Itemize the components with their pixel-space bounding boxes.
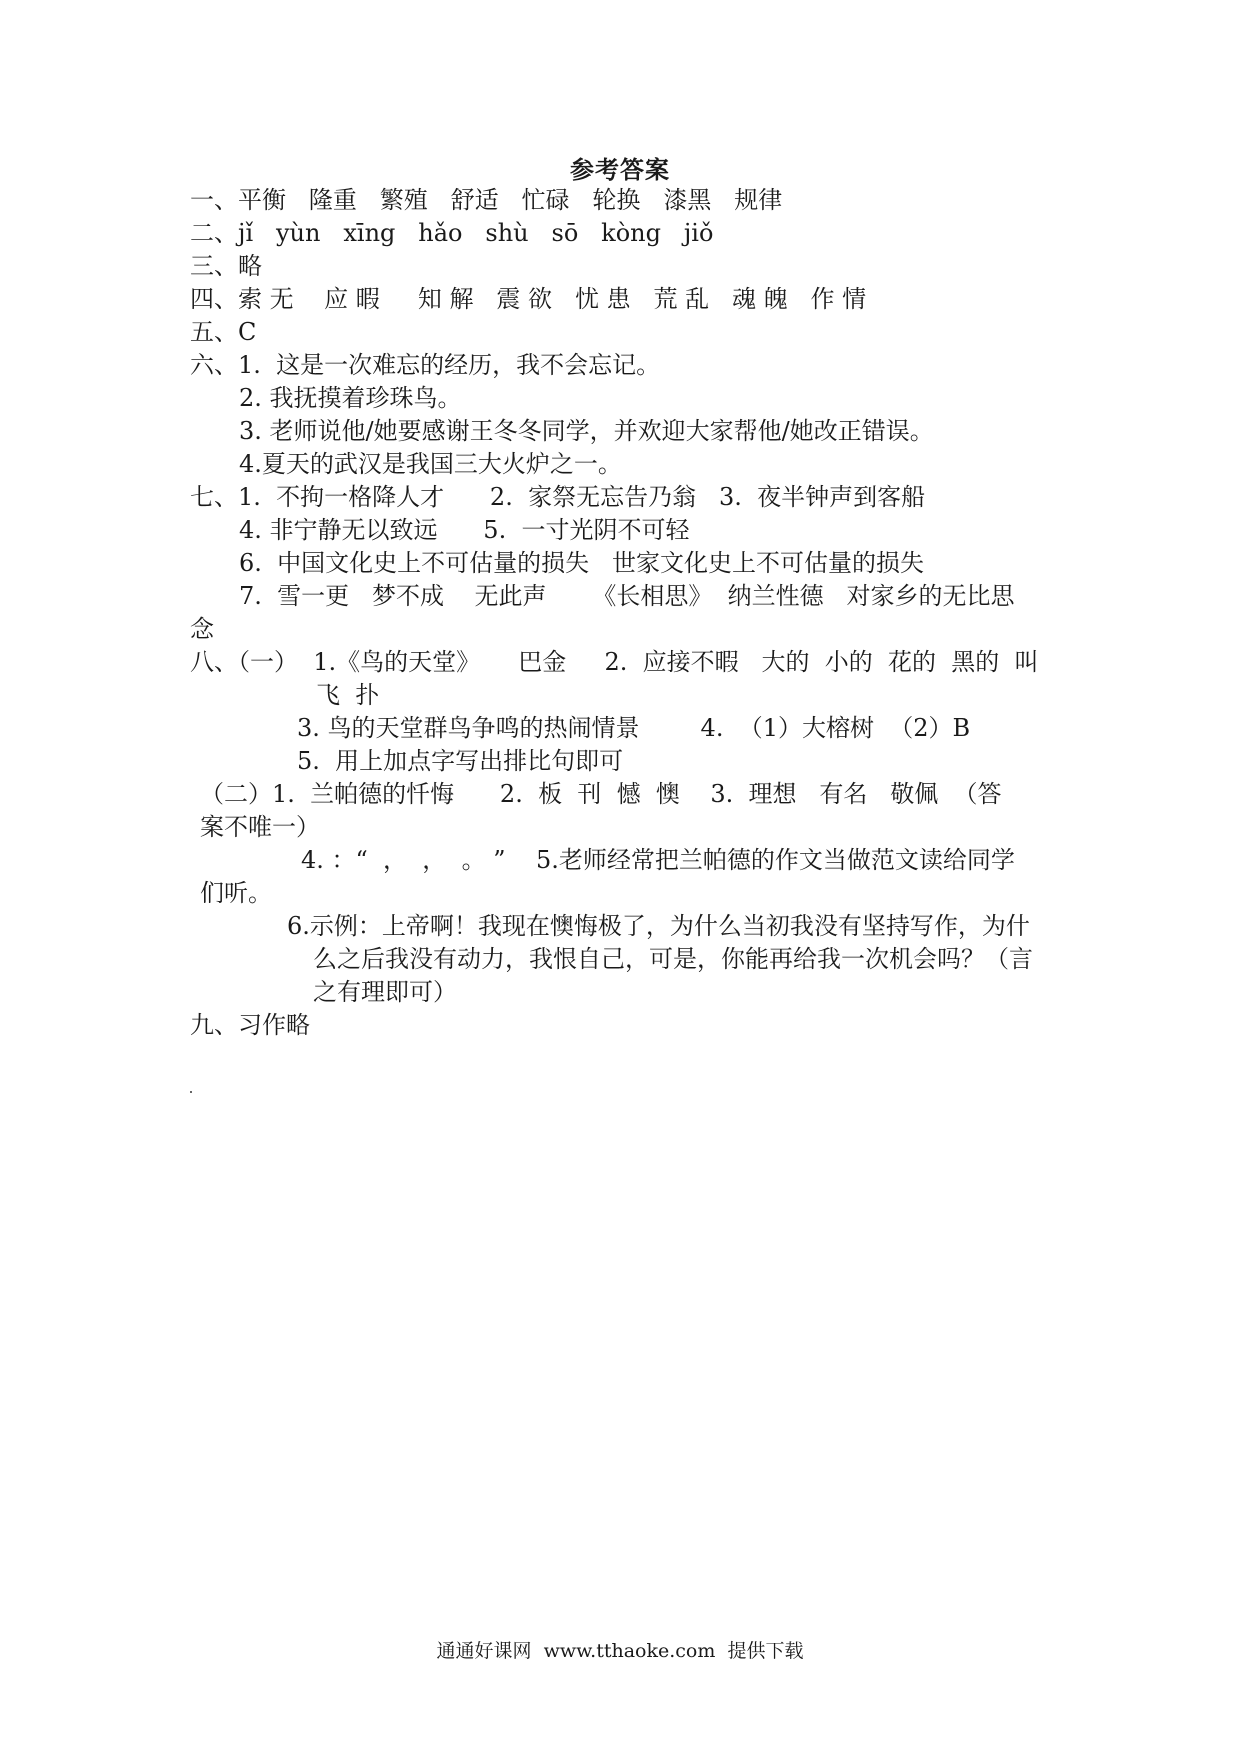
answer-line-19: （二）1. 兰帕德的忏悔 2. 板 刊 憾 懊 3. 理想 有名 敬佩 （答: [200, 780, 1002, 808]
answer-line-26: 九、习作略: [190, 1011, 310, 1039]
answer-line-13: 7. 雪一更 梦不成 无此声 《长相思》 纳兰性德 对家乡的无比思: [239, 582, 1015, 610]
answer-line-23: 6.示例：上帝啊！我现在懊悔极了，为什么当初我没有坚持写作，为什: [287, 912, 1030, 940]
answer-line-22: 们听。: [200, 879, 272, 907]
answer-line-1: 一、平衡 隆重 繁殖 舒适 忙碌 轮换 漆黑 规律: [190, 186, 783, 214]
answer-line-11: 4. 非宁静无以致远 5. 一寸光阴不可轻: [239, 516, 690, 544]
answer-line-9: 4.夏天的武汉是我国三大火炉之一。: [239, 450, 622, 478]
page-title: 参考答案: [570, 155, 670, 184]
answer-line-25: 之有理即可）: [313, 978, 457, 1006]
answer-line-6: 六、1. 这是一次难忘的经历，我不会忘记。: [190, 351, 661, 379]
answer-line-17: 3. 鸟的天堂群鸟争鸣的热闹情景 4. （1）大榕树 （2）B: [297, 714, 971, 742]
answer-line-7: 2. 我抚摸着珍珠鸟。: [239, 384, 462, 412]
answer-line-5: 五、C: [190, 318, 257, 346]
answer-line-14: 念: [190, 615, 214, 643]
answer-line-24: 么之后我没有动力，我恨自己，可是，你能再给我一次机会吗？（言: [313, 945, 1033, 973]
answer-line-2: 二、jǐ yùn xīng hǎo shù sō kòng jiǒ: [190, 219, 714, 247]
answer-line-3: 三、略: [190, 252, 262, 280]
answer-line-21: 4. ：“ ， ， 。 ” 5.老师经常把兰帕德的作文当做范文读给同学: [301, 846, 1015, 874]
answer-line-18: 5. 用上加点字写出排比句即可: [297, 747, 624, 775]
answer-line-15: 八、（一） 1.《鸟的天堂》 巴金 2. 应接不暇 大的 小的 花的 黑的 叫: [190, 648, 1039, 676]
scan-speck: [190, 1091, 192, 1093]
answer-line-20: 案不唯一）: [200, 813, 320, 841]
page-footer: 通通好课网 www.tthaoke.com 提供下载: [436, 1640, 804, 1662]
answer-line-10: 七、1. 不拘一格降人才 2. 家祭无忘告乃翁 3. 夜半钟声到客船: [190, 483, 926, 511]
answer-line-4: 四、索 无 应 暇 知 解 震 欲 忧 患 荒 乱 魂 魄 作 情: [190, 285, 867, 313]
answer-line-12: 6. 中国文化史上不可估量的损失 世家文化史上不可估量的损失: [239, 549, 925, 577]
answer-line-8: 3. 老师说他/她要感谢王冬冬同学，并欢迎大家帮他/她改正错误。: [239, 417, 934, 445]
answer-line-16: 飞 扑: [316, 681, 380, 709]
